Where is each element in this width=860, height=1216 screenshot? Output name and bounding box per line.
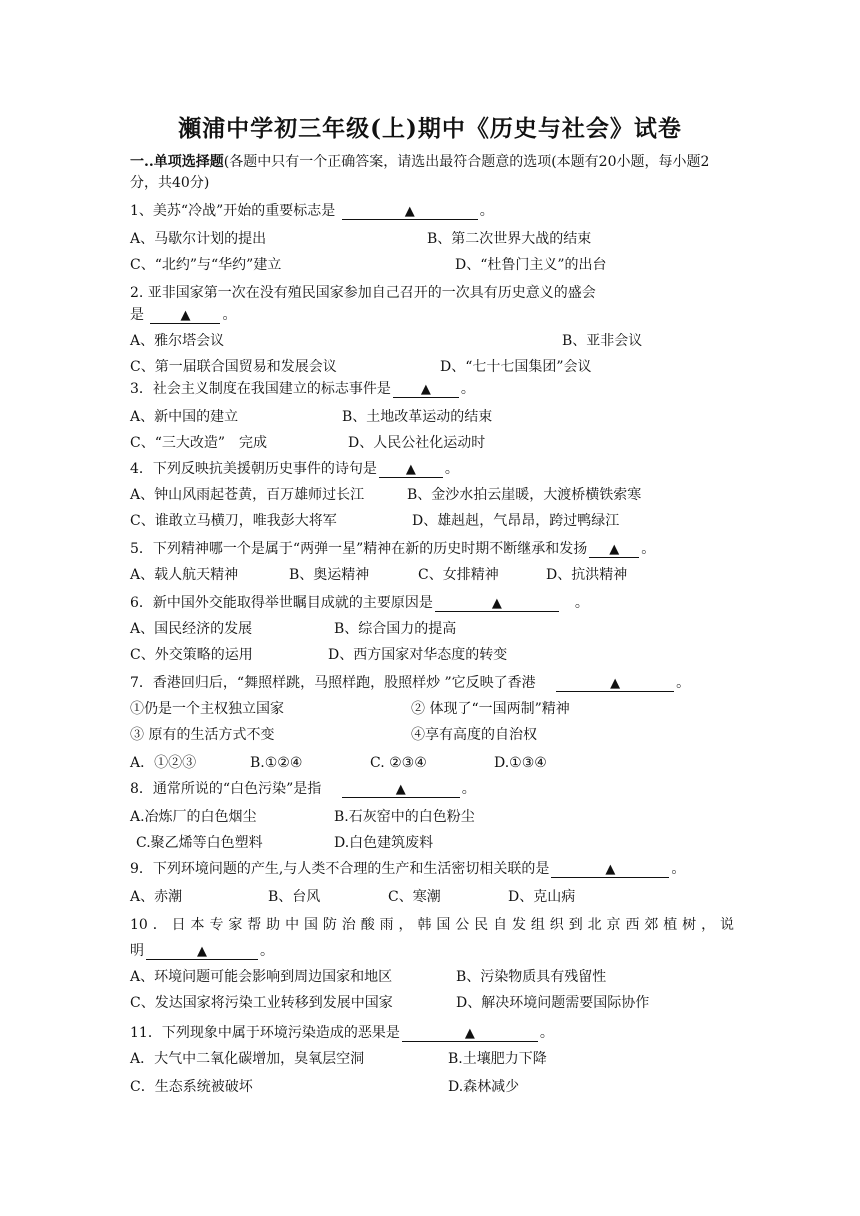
question-2-cont — [130, 306, 236, 324]
option: C、发达国家将污染工业转移到发展中国家 — [130, 995, 393, 1011]
question-6 — [130, 594, 589, 612]
question-8 — [130, 780, 476, 798]
question-11 — [130, 1024, 554, 1042]
option: D、解决环境问题需要国际协作 — [456, 995, 650, 1011]
stem-end: 。 — [461, 781, 476, 797]
section-title: 一..单项选择题 — [130, 154, 224, 170]
option: C、谁敢立马横刀，唯我彭大将军 — [130, 513, 337, 529]
option: B、亚非会议 — [562, 333, 643, 349]
option: D.白色建筑废料 — [334, 835, 434, 851]
question-10: 10．日本专家帮助中国防治酸雨，韩国公民自发组织到北京西郊植树，说 — [130, 917, 734, 933]
option: B、台风 — [268, 889, 321, 905]
stem-end: 。 — [641, 541, 656, 557]
question-2: 2. 亚非国家第一次在没有殖民国家参加自己召开的一次具有历史意义的盛会 — [130, 285, 596, 301]
stem-end: 。 — [560, 595, 589, 611]
option: A．大气中二氧化碳增加，臭氧层空洞 — [130, 1051, 365, 1067]
option: A、国民经济的发展 — [130, 621, 253, 637]
option: C、寒潮 — [388, 889, 441, 905]
option: C、女排精神 — [418, 567, 499, 583]
question-stem: 4．下列反映抗美援朝历史事件的诗句是 — [130, 461, 377, 477]
option: C、第一届联合国贸易和发展会议 — [130, 359, 337, 375]
option: C、“三大改造” 完成 — [130, 435, 268, 451]
answer-blank: ▲ — [342, 204, 478, 220]
option: ③ 原有的生活方式不变 — [130, 727, 275, 743]
option: C.聚乙烯等白色塑料 — [136, 835, 263, 851]
answer-blank: ▲ — [393, 382, 459, 398]
question-stem: 是 — [130, 307, 144, 323]
option: ④享有高度的自治权 — [411, 727, 537, 743]
question-9 — [130, 860, 685, 878]
stem-end: 。 — [676, 675, 691, 691]
question-stem: 9．下列环境问题的产生,与人类不合理的生产和生活密切相关联的是 — [130, 861, 550, 877]
option: D、克山病 — [508, 889, 576, 905]
question-4 — [130, 460, 459, 478]
answer-blank: ▲ — [556, 676, 674, 692]
question-stem: 7．香港回归后，“舞照样跳，马照样跑，股照样炒 ”它反映了香港 — [130, 675, 536, 691]
option: D、雄赳赳，气昂昂，跨过鸭绿江 — [412, 513, 620, 529]
answer-blank: ▲ — [551, 862, 669, 878]
option: D、“杜鲁门主义”的出台 — [455, 257, 607, 273]
option: B、第二次世界大战的结束 — [427, 231, 592, 247]
option: B、污染物质具有残留性 — [456, 969, 607, 985]
option: C、“北约”与“华约”建立 — [130, 257, 282, 273]
question-stem: 6．新中国外交能取得举世瞩目成就的主要原因是 — [130, 595, 433, 611]
option: B.土壤肥力下降 — [448, 1051, 547, 1067]
page-title: 瀬浦中学初三年级(上)期中《历史与社会》试卷 — [178, 115, 682, 142]
option: D.森林减少 — [448, 1079, 520, 1095]
option: B.①②④ — [250, 755, 303, 771]
option: A、雅尔塔会议 — [130, 333, 225, 349]
question-stem: 3．社会主义制度在我国建立的标志事件是 — [130, 381, 391, 397]
stem-end: 。 — [479, 203, 494, 219]
option: A.冶炼厂的白色烟尘 — [130, 809, 257, 825]
question-stem: 5．下列精神哪一个是属于“两弹一星”精神在新的历史时期不断继承和发扬 — [130, 541, 588, 557]
question-stem: 11．下列现象中属于环境污染造成的恶果是 — [130, 1025, 400, 1041]
question-1 — [130, 202, 494, 220]
option: B、金沙水拍云崖暖，大渡桥横铁索寒 — [407, 487, 642, 503]
option: D、抗洪精神 — [546, 567, 628, 583]
option: A、环境问题可能会影响到周边国家和地区 — [130, 969, 393, 985]
stem-end: 。 — [222, 307, 237, 323]
option: D、人民公社化运动时 — [348, 435, 486, 451]
stem-end: 。 — [260, 943, 274, 959]
option: B、土地改革运动的结束 — [342, 409, 493, 425]
option: A、载人航天精神 — [130, 567, 239, 583]
option: A．①②③ — [130, 755, 197, 771]
option: A、钟山风雨起苍黄，百万雄师过长江 — [130, 487, 365, 503]
answer-blank: ▲ — [379, 462, 443, 478]
option: A、新中国的建立 — [130, 409, 239, 425]
option: C．生态系统被破坏 — [130, 1079, 253, 1095]
question-stem: 1、美苏“冷战”开始的重要标志是 — [130, 203, 336, 219]
option: D.①③④ — [494, 755, 547, 771]
option: ①仍是一个主权独立国家 — [130, 701, 284, 717]
option: ② 体现了“一国两制”精神 — [411, 701, 570, 717]
option: B、奥运精神 — [289, 567, 370, 583]
question-10-cont — [130, 942, 274, 960]
section-note: (各题中只有一个正确答案，请选出最符合题意的选项(本题有20小题，每小题2分，共40分) — [130, 154, 710, 191]
option: B、综合国力的提高 — [334, 621, 457, 637]
stem-end: 。 — [444, 461, 459, 477]
answer-blank: ▲ — [342, 782, 460, 798]
option: D、西方国家对华态度的转变 — [328, 647, 508, 663]
question-5 — [130, 540, 655, 558]
stem-end: 。 — [460, 381, 475, 397]
answer-blank: ▲ — [150, 308, 220, 324]
answer-blank: ▲ — [435, 596, 559, 612]
stem-end: 。 — [671, 861, 686, 877]
answer-blank: ▲ — [402, 1026, 538, 1042]
option: D、“七十七国集团”会议 — [440, 359, 592, 375]
section-heading — [130, 152, 735, 194]
question-stem: 明 — [130, 943, 144, 959]
option: C、外交策略的运用 — [130, 647, 253, 663]
question-stem: 8．通常所说的“白色污染”是指 — [130, 781, 322, 797]
option: B.石灰窑中的白色粉尘 — [334, 809, 475, 825]
option: A、马歇尔计划的提出 — [130, 231, 267, 247]
question-7 — [130, 674, 690, 692]
option: A、赤潮 — [130, 889, 183, 905]
question-3 — [130, 380, 475, 398]
answer-blank: ▲ — [146, 944, 258, 960]
stem-end: 。 — [539, 1025, 554, 1041]
option: C. ②③④ — [370, 755, 427, 771]
answer-blank: ▲ — [589, 542, 639, 558]
